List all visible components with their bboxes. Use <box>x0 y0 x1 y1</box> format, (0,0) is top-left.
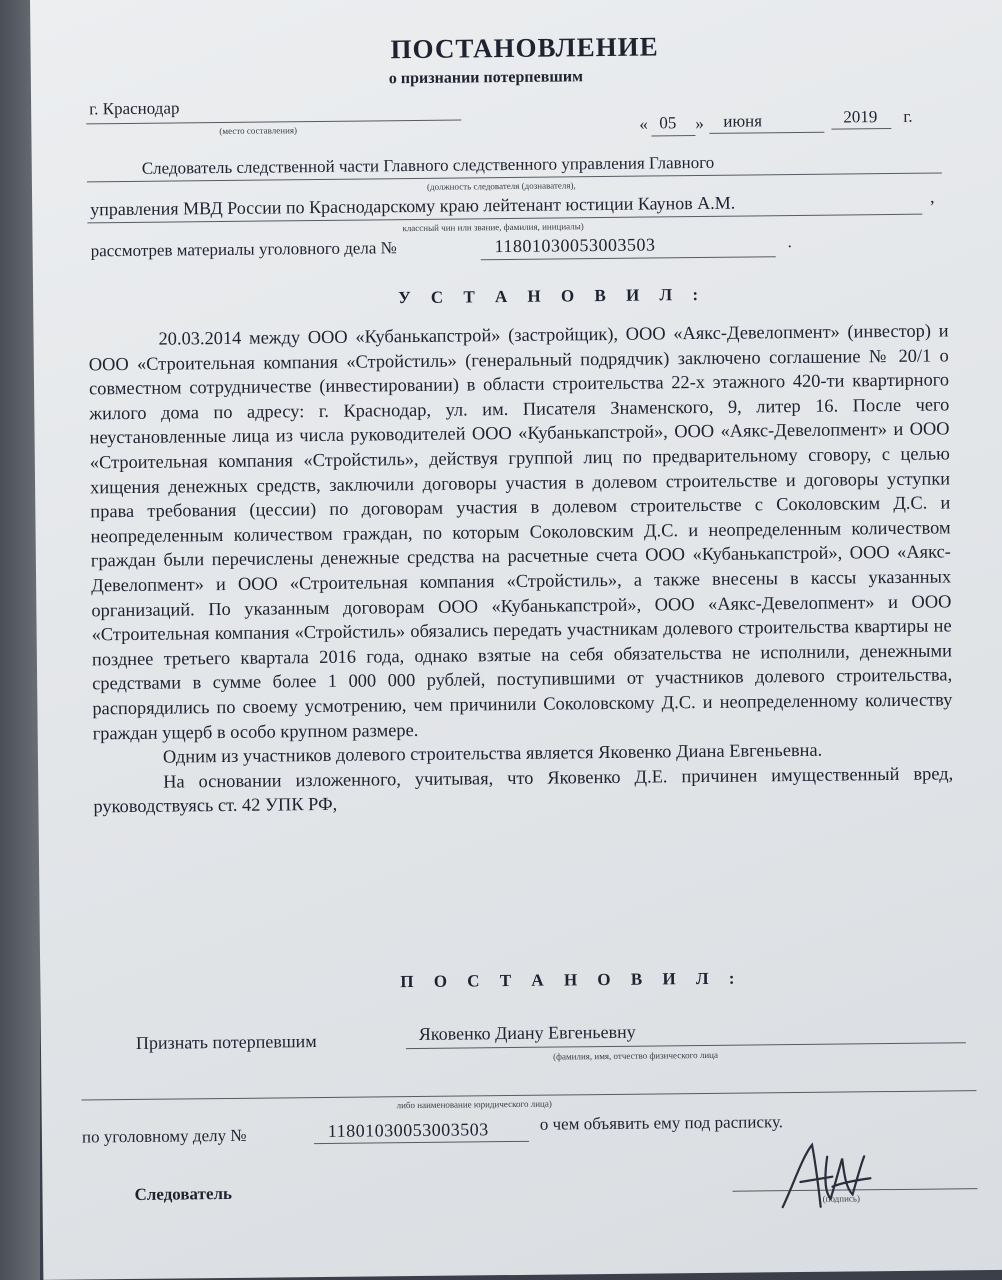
date-month: июня <box>723 111 763 131</box>
paragraph-participant: Одним из участников долевого строительства является Яковенко Диана Евгеньевна. <box>162 739 823 767</box>
month-underline <box>709 132 824 134</box>
officer-caption-1: (должность следователя (дознавателя), <box>426 180 576 192</box>
year-underline <box>831 128 891 130</box>
date-day: 05 <box>659 113 677 133</box>
legal-caption: либо наименование юридического лица) <box>396 1098 552 1111</box>
handwritten-signature <box>772 1136 883 1217</box>
date-open-quote: « <box>639 114 648 134</box>
signature-caption: (подпись) <box>822 1193 861 1204</box>
reviewed-label: рассмотрев материалы уголовного дела № <box>90 238 397 261</box>
case-number-2: 11801030053003503 <box>327 1119 489 1141</box>
victim-name: Яковенко Диану Евгеньевну <box>418 1021 636 1044</box>
paragraph-facts: 20.03.2014 между ООО «Кубанькапстрой» (застройщик), ООО «Аякс-Девелопмент» (инвестор) и ООО «Строительная компания «Стройстиль» (генеральный подрядчик) заключено соглашение № 20/1 о совместном сотрудничестве (инвестировании) в области строительства 22-х этажного 420-ти квартирного жилого дома по адресу: г. Краснодар, ул. им. Писателя Знаменского, 9, литер 16. После чего неустановленные лица из числа руководителей ООО «Кубанькапстрой», ООО «Аякс-Девелопмент» и ООО «Строительная компания «Стройстиль», действуя группой лиц по предварительному сговору, с целью хищения денежных средств, заключили договоры участия в долевом строительстве и договоры уступки права требования (цессии) по договорам участия в долевом строительстве с Соколовским Д.С. и неопределенным количеством граждан, по которым Соколовским Д.С. и неопределенным количеством граждан были перечислены денежные средства на расчетные счета ООО «Кубанькапстрой», ООО «Аякс-Девелопмент» и ООО «Строительная компания «Стройстиль», а также внесены в кассы указанных организаций. По указанным договорам ООО «Кубанькапстрой», ООО «Аякс-Девелопмент» и ООО «Строительная компания «Стройстиль» обязались передать участникам долевого строительства квартиры не позднее третьего квартала 2016 года, однако взятые на себя обязательства не исполнили, денежными средствами в сумме более 1 000 000 рублей, поступившими от участников долевого строительства, распорядились по своему усмотрению, чем причинили Соколовскому Д.С. и неопределенному количеству граждан ущерб в особо крупном размере. <box>88 320 953 743</box>
case-number: 11801030053003503 <box>494 234 656 257</box>
paragraph-basis: На основании изложенного, учитывая, что Яковенко Д.Е. причинен имущественный вред, руководствуясь ст. 42 УПК РФ, <box>93 763 954 817</box>
officer-line-2-end: , <box>930 186 935 207</box>
case-label: по уголовному делу № <box>81 1125 247 1147</box>
document-subtitle: о признании потерпевшим <box>388 68 584 88</box>
resolved-heading: П О С Т А Н О В И Л : <box>400 968 743 992</box>
officer-line-1: Следователь следственной части Главного следственного управления Главного <box>141 152 715 178</box>
officer-line-2: управления МВД России по Краснодарскому краю лейтенант юстиции Каунов А.М. <box>90 192 736 220</box>
date-year: 2019 <box>843 107 878 127</box>
day-underline <box>651 135 695 136</box>
date-year-suffix: г. <box>903 106 913 126</box>
established-heading: У С Т А Н О В И Л : <box>398 284 707 308</box>
reviewed-end: . <box>787 232 792 252</box>
document-title: ПОСТАНОВЛЕНИЕ <box>390 31 659 65</box>
body-text <box>88 318 953 819</box>
document-page <box>30 0 1002 1280</box>
notify-text: о чем объявить ему под расписку. <box>539 1112 784 1134</box>
place-value: г. Краснодар <box>89 98 180 119</box>
officer-caption-2: классный чин или звание, фамилия, инициалы) <box>402 221 584 234</box>
recognize-label: Признать потерпевшим <box>135 1031 317 1053</box>
place-underline <box>86 119 461 124</box>
investigator-label: Следователь <box>134 1183 233 1204</box>
victim-caption: (фамилия, имя, отчество физического лица <box>553 1049 719 1062</box>
place-caption: (место составления) <box>219 125 298 137</box>
date-close-quote: » <box>695 113 704 134</box>
